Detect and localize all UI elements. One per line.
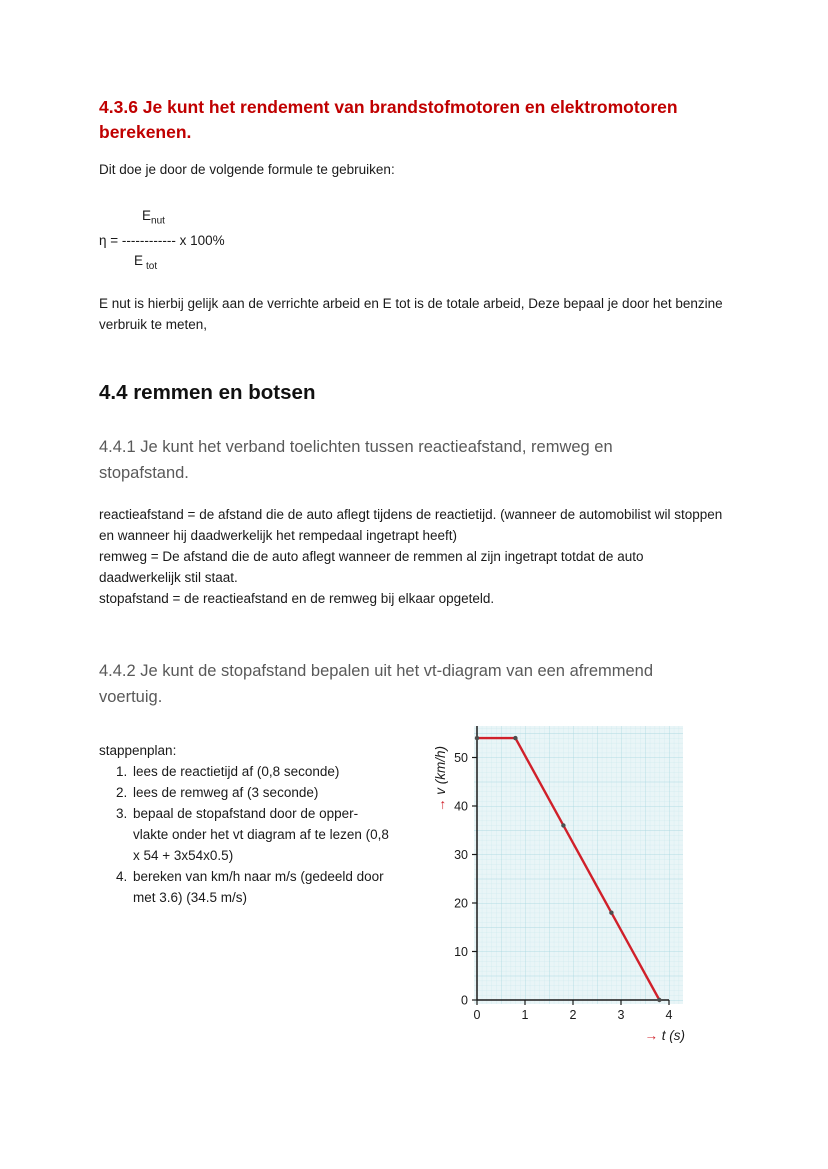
- y-tick-label: 40: [454, 799, 468, 814]
- step-item-4: [131, 866, 391, 908]
- formula-intro-text: Dit doe je door de volgende formule te gebruiken:: [99, 161, 395, 177]
- section-4-3-6-body-text: E nut is hierbij gelijk aan de verrichte arbeid en E tot is de totale arbeid, Deze bepaal je door het benzine verbruik te meten,: [99, 296, 723, 333]
- formula-numerator-subscript: nut: [151, 215, 165, 227]
- definition-stopafstand: stopafstand = de reactieafstand en de remweg bij elkaar opgeteld.: [99, 591, 495, 607]
- efficiency-formula: [99, 206, 728, 277]
- section-4-4-1-definitions: [99, 504, 728, 609]
- y-tick-label: 30: [454, 848, 468, 863]
- step-item-1: [131, 761, 391, 782]
- steps-list: [99, 761, 391, 908]
- steps-title: stappenplan:: [99, 743, 177, 759]
- data-point: [475, 736, 479, 740]
- formula-fraction-bar: ------------: [121, 233, 176, 249]
- step-item-3: [131, 803, 391, 866]
- definition-reactieafstand: reactieafstand = de afstand die de auto aflegt tijdens de reactietijd. (wanneer de automobilist wil stoppen en wanneer hij daadwerkelijk het rempedaal ingetrapt heeft): [99, 507, 723, 544]
- step-item-1-text: lees de reactietijd af (0,8 seconde): [133, 764, 340, 780]
- section-4-3-6-heading: 4.3.6 Je kunt het rendement van brandstofmotoren en elektromotoren berekenen.: [99, 97, 678, 143]
- section-4-4-heading: 4.4 remmen en botsen: [99, 381, 316, 405]
- steps-column: [99, 724, 431, 908]
- steps-and-chart-row: [99, 724, 728, 1059]
- data-point: [561, 824, 565, 828]
- x-tick-label: 2: [569, 1008, 577, 1023]
- x-tick-label: 3: [617, 1008, 625, 1023]
- y-tick-label: 20: [454, 896, 468, 911]
- formula-eta-lhs: η =: [99, 233, 122, 249]
- vt-diagram-chart: [431, 724, 701, 1059]
- data-point: [609, 911, 613, 915]
- step-item-3-text: bepaal de stopafstand door de opper-vlakte onder het vt diagram af te lezen (0,8 x 54 + 3x54x0.5): [133, 806, 389, 864]
- formula-numerator: [142, 206, 728, 232]
- step-item-2: [131, 782, 391, 803]
- x-tick-label: 4: [665, 1008, 673, 1023]
- section-4-4-1-heading: 4.4.1 Je kunt het verband toelichten tussen reactieafstand, remweg en stopafstand.: [99, 438, 613, 482]
- vt-diagram-svg: [431, 724, 701, 1054]
- data-point: [513, 736, 517, 740]
- definition-remweg: remweg = De afstand die de auto aflegt wanneer de remmen al zijn ingetrapt totdat de auto daadwerkelijk stil staat.: [99, 549, 644, 586]
- formula-denominator-subscript: tot: [146, 261, 158, 273]
- formula-multiplier: x 100%: [175, 233, 225, 249]
- step-item-2-text: lees de remweg af (3 seconde): [133, 785, 319, 801]
- data-point: [657, 998, 661, 1002]
- formula-numerator-symbol: E: [142, 207, 152, 223]
- x-axis-label: → t (s): [644, 1028, 685, 1044]
- formula-denominator-symbol: E: [134, 253, 144, 269]
- formula-denominator: [134, 251, 728, 277]
- formula-main-line: [99, 231, 728, 251]
- x-tick-label: 0: [473, 1008, 481, 1023]
- step-item-4-text: bereken van km/h naar m/s (gedeeld door met 3.6) (34.5 m/s): [133, 869, 384, 906]
- section-4-4-2-heading: 4.4.2 Je kunt de stopafstand bepalen uit het vt-diagram van een afremmend voertuig.: [99, 662, 654, 706]
- y-tick-label: 10: [454, 945, 468, 960]
- y-axis-label: → v (km/h): [433, 746, 448, 813]
- y-tick-label: 0: [461, 993, 468, 1008]
- x-tick-label: 1: [521, 1008, 529, 1023]
- y-tick-label: 50: [454, 751, 468, 766]
